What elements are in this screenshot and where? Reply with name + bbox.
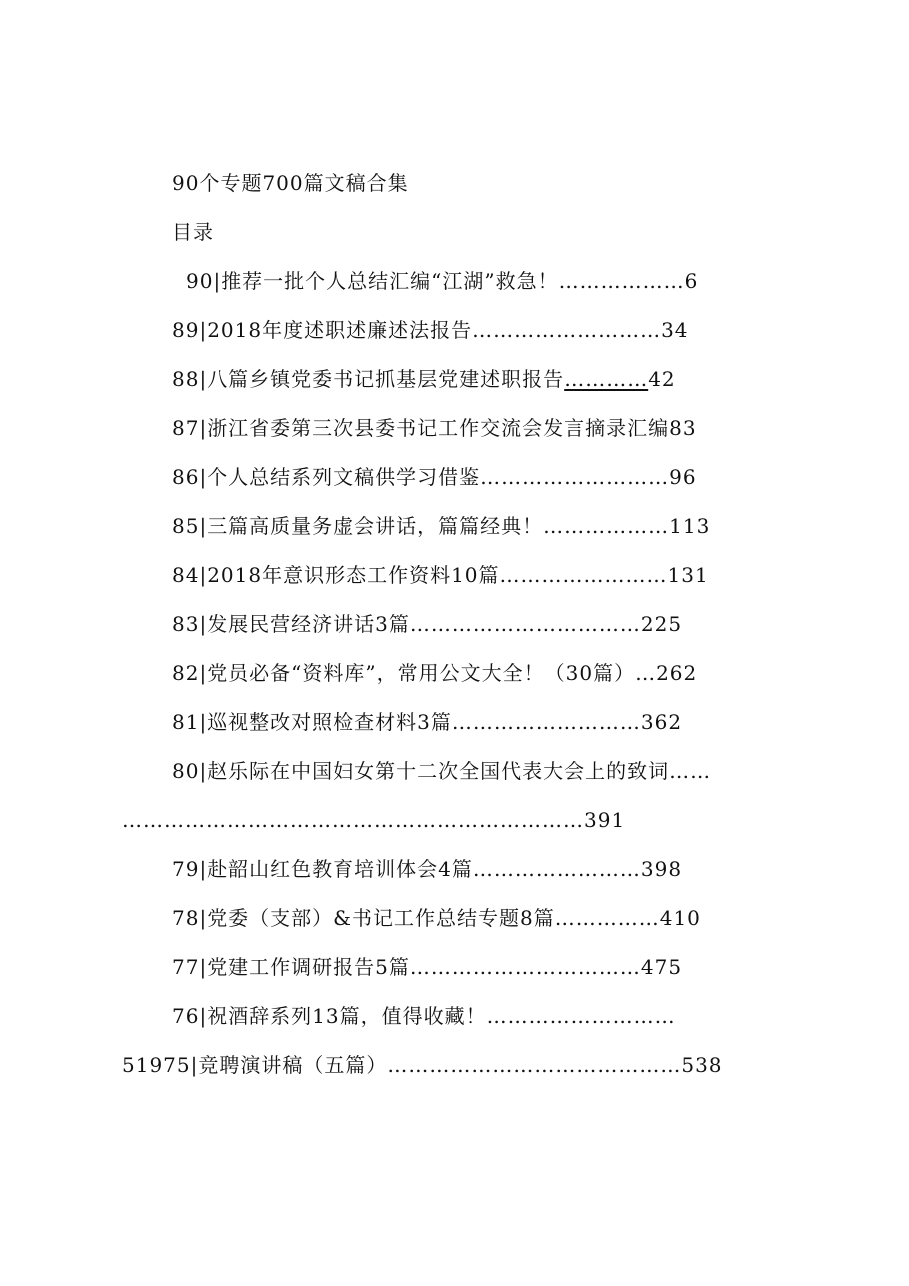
document-title: 90个专题700篇文稿合集 — [172, 171, 409, 195]
toc-entry: 84|2018年意识形态工作资料10篇……………………131 — [172, 563, 709, 587]
toc-entry: 90|推荐一批个人总结汇编“江湖”救急！………………6 — [186, 269, 699, 293]
toc-entry-continuation: …………………………………………………………391 — [122, 808, 626, 832]
toc-entry: 78|党委（支部）&书记工作总结专题8篇……………410 — [172, 906, 701, 930]
toc-entry: 76|祝酒辞系列13篇，值得收藏！……………………… — [172, 1004, 676, 1028]
toc-heading: 目录 — [172, 220, 214, 244]
toc-entry-leader: ………… — [564, 367, 649, 391]
toc-entry: 86|个人总结系列文稿供学习借鉴………………………96 — [172, 465, 697, 489]
toc-entry: 89|2018年度述职述廉述法报告………………………34 — [172, 318, 689, 342]
toc-entry — [172, 364, 676, 394]
toc-entry: 83|发展民营经济讲话3篇……………………………225 — [172, 612, 683, 636]
toc-entry: 80|赵乐际在中国妇女第十二次全国代表大会上的致词…… — [172, 759, 712, 783]
toc-entry-text: 88|八篇乡镇党委书记抓基层党建述职报告 — [172, 367, 565, 391]
toc-entry-page: 42 — [648, 367, 676, 391]
toc-entry: 77|党建工作调研报告5篇……………………………475 — [172, 955, 683, 979]
toc-entry: 51975|竞聘演讲稿（五篇）……………………………………538 — [122, 1053, 723, 1077]
toc-entry: 87|浙江省委第三次县委书记工作交流会发言摘录汇编83 — [172, 416, 697, 440]
toc-entry: 82|党员必备“资料库”，常用公文大全！（30篇）…262 — [172, 661, 698, 685]
toc-entry: 79|赴韶山红色教育培训体会4篇……………………398 — [172, 857, 683, 881]
toc-entry: 81|巡视整改对照检查材料3篇………………………362 — [172, 710, 683, 734]
toc-entry: 85|三篇高质量务虚会讲话，篇篇经典！………………113 — [172, 514, 711, 538]
